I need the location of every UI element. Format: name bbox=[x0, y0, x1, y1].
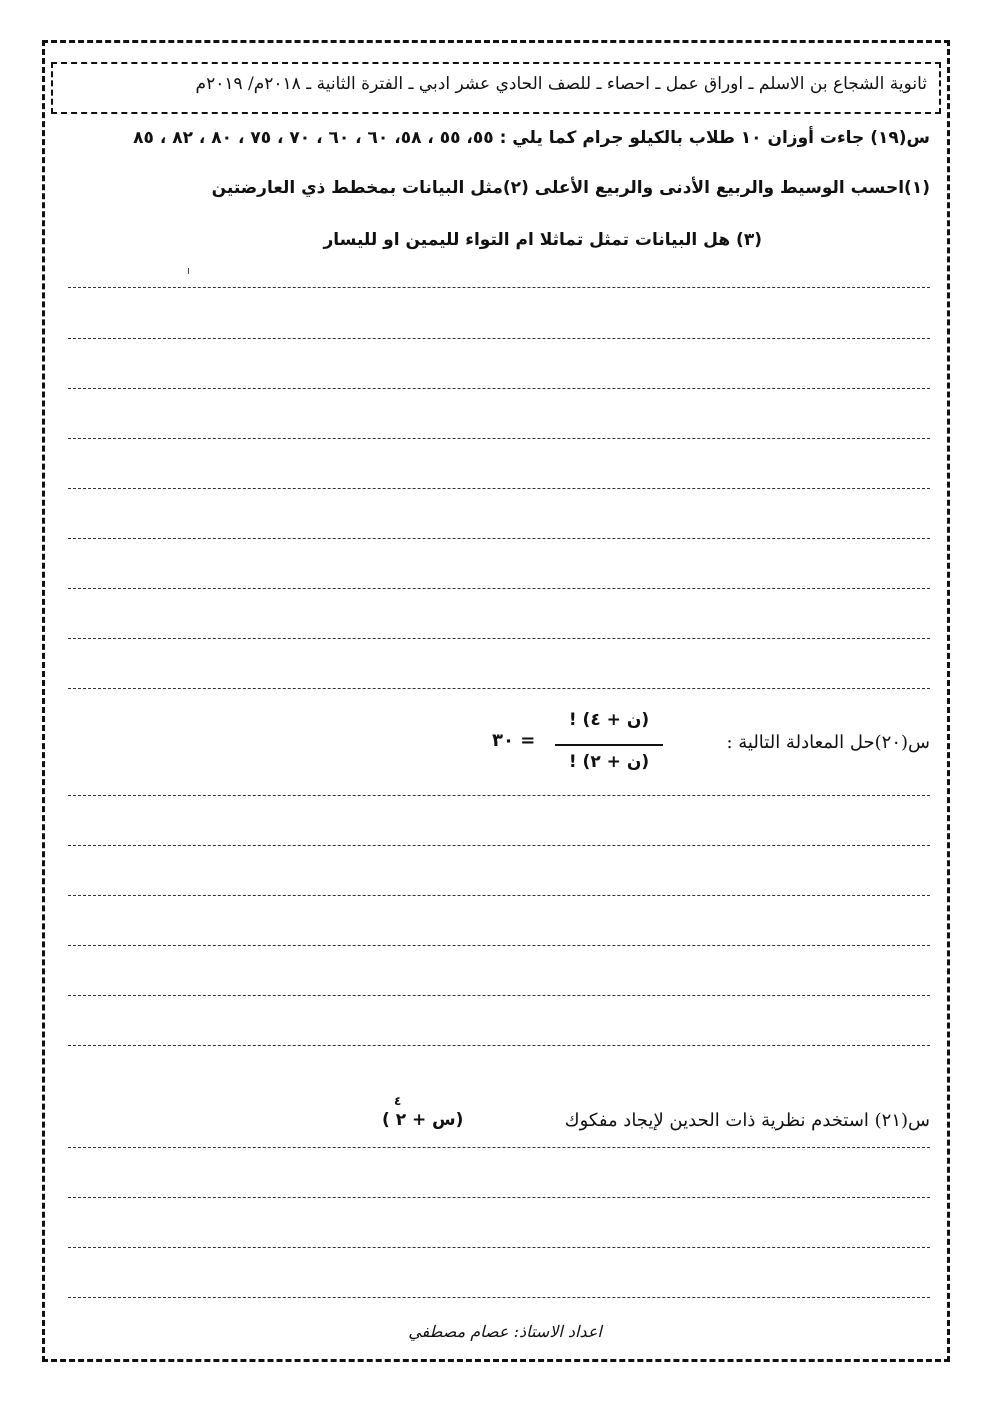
answer-line[interactable] bbox=[68, 287, 930, 288]
factorial-fraction bbox=[555, 704, 663, 780]
answer-line[interactable] bbox=[68, 438, 930, 439]
answer-line[interactable] bbox=[68, 845, 930, 846]
author-credit: اعداد الاستاذ: عصام مصطفي bbox=[408, 1322, 602, 1341]
answer-line[interactable] bbox=[68, 1297, 930, 1298]
binomial-expression: (س + ٢ ) bbox=[382, 1110, 464, 1130]
header-title: ثانوية الشجاع بن الاسلم ـ اوراق عمل ـ احصاء ـ للصف الحادي عشر ادبي ـ الفترة الثانية ـ ٢٠١٨م/ ٢٠١٩م bbox=[195, 74, 927, 94]
answer-line[interactable] bbox=[68, 538, 930, 539]
answer-line[interactable] bbox=[68, 945, 930, 946]
stray-mark bbox=[188, 268, 189, 274]
answer-line[interactable] bbox=[68, 995, 930, 996]
answer-line[interactable] bbox=[68, 638, 930, 639]
fraction-denominator: (ن + ٢) ! bbox=[568, 752, 650, 772]
q20-stem: س(٢٠)حل المعادلة التالية : bbox=[726, 732, 930, 753]
answer-line[interactable] bbox=[68, 795, 930, 796]
answer-line[interactable] bbox=[68, 1147, 930, 1148]
equation-rhs: = ٣٠ bbox=[492, 730, 536, 751]
answer-line[interactable] bbox=[68, 895, 930, 896]
q21-stem: س(٢١) استخدم نظرية ذات الحدين لإيجاد مفكوك bbox=[564, 1110, 930, 1131]
answer-line[interactable] bbox=[68, 1247, 930, 1248]
answer-line[interactable] bbox=[68, 1197, 930, 1198]
fraction-bar bbox=[555, 744, 663, 746]
answer-line[interactable] bbox=[68, 1045, 930, 1046]
q19-stem: س(١٩) جاءت أوزان ١٠ طلاب بالكيلو جرام كما يلي : ٥٥، ٥٥ ، ٥٨، ٦٠ ، ٦٠ ، ٧٠ ، ٧٥ ، ٨٠ ، ٨٢ ، ٨٥ bbox=[133, 128, 930, 148]
answer-line[interactable] bbox=[68, 388, 930, 389]
answer-line[interactable] bbox=[68, 488, 930, 489]
q19-part-3: (٣) هل البيانات تمثل تماثلا ام التواء لليمين او لليسار bbox=[323, 230, 762, 250]
q19-parts-1-2: (١)احسب الوسيط والربيع الأدنى والربيع الأعلى (٢)مثل البيانات بمخطط ذي العارضتين bbox=[211, 178, 930, 198]
answer-line[interactable] bbox=[68, 338, 930, 339]
answer-line[interactable] bbox=[68, 588, 930, 589]
answer-line[interactable] bbox=[68, 688, 930, 689]
worksheet-header bbox=[51, 62, 941, 114]
fraction-numerator: (ن + ٤) ! bbox=[568, 710, 650, 730]
binomial-exponent: ٤ bbox=[394, 1094, 402, 1108]
